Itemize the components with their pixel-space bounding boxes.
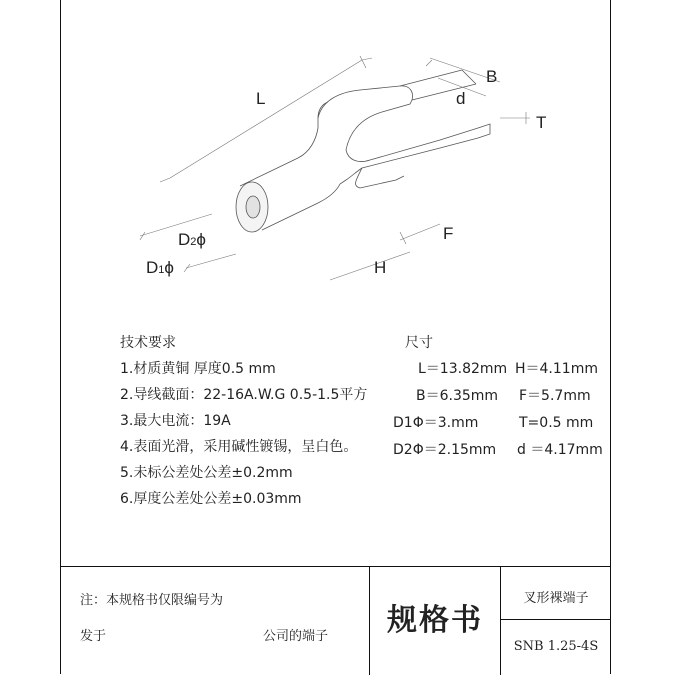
dim-label-H: H (374, 258, 387, 277)
requirement-item: 3.最大电流：19A (120, 413, 231, 429)
upper-prong (318, 86, 413, 150)
dim-label-L: L (256, 89, 266, 108)
svg-text:D1ϕ (146, 258, 174, 277)
divider (500, 567, 501, 675)
product-name: 叉形裸端子 (523, 591, 589, 606)
dimension-value: d ＝4.17mm (517, 442, 603, 458)
dimension-row (393, 383, 591, 410)
title-block (60, 566, 611, 674)
dimension-row (393, 410, 594, 437)
dimension-row (393, 356, 598, 383)
dim-label-D2: D (178, 230, 191, 249)
dimension-value: B＝6.35mm (416, 388, 499, 404)
dimension-row (393, 437, 603, 464)
issued-to-label: 发于 (80, 629, 107, 644)
dimension-value: F＝5.7mm (519, 388, 591, 404)
divider (500, 619, 611, 620)
dim-label-T: T (536, 113, 547, 132)
dim-label-B: B (486, 67, 498, 86)
svg-text:D2ϕ (178, 230, 206, 249)
dimensions-title: 尺寸 (405, 335, 433, 351)
dim-label-D1-sub: 1 (158, 264, 165, 276)
dimension-value: H＝4.11mm (515, 361, 598, 377)
requirement-item: 4.表面光滑，采用碱性镀锡，呈白色。 (120, 439, 358, 455)
requirement-item: 6.厚度公差处公差±0.03mm (120, 491, 302, 507)
dim-label-D2-sub: 2 (190, 236, 197, 248)
dimensions-table (393, 330, 603, 464)
dimension-value: L＝13.82mm (418, 361, 508, 377)
barrel-bore (246, 196, 260, 218)
dim-label-D1-phi: ϕ (164, 258, 174, 277)
dimension-value: D2Φ＝2.15mm (393, 442, 497, 458)
requirement-item: 5.未标公差处公差±0.2mm (120, 465, 293, 481)
company-terminal-label: 公司的端子 (263, 629, 329, 644)
dim-label-d: d (456, 89, 466, 108)
dimension-value: T=0.5 mm (519, 415, 594, 431)
requirement-item: 2.导线截面：22-16A.W.G 0.5-1.5平方 (120, 387, 368, 403)
requirements-title: 技术要求 (120, 335, 176, 351)
document-type-title: 规格书 (387, 603, 483, 638)
lower-prong (346, 128, 478, 168)
terminal-body (298, 102, 362, 203)
restriction-note: 注：本规格书仅限编号为 (80, 593, 224, 608)
dimension-value: D1Φ＝3.mm (393, 415, 479, 431)
dim-label-D1: D (146, 258, 159, 277)
dim-label-D2-phi: ϕ (196, 230, 206, 249)
technical-requirements (120, 330, 367, 512)
dim-label-F: F (443, 224, 454, 243)
product-code: SNB 1.25-4S (513, 639, 599, 654)
requirement-item: 1.材质黄铜 厚度0.5 mm (120, 361, 276, 377)
terminal-drawing (0, 0, 674, 320)
